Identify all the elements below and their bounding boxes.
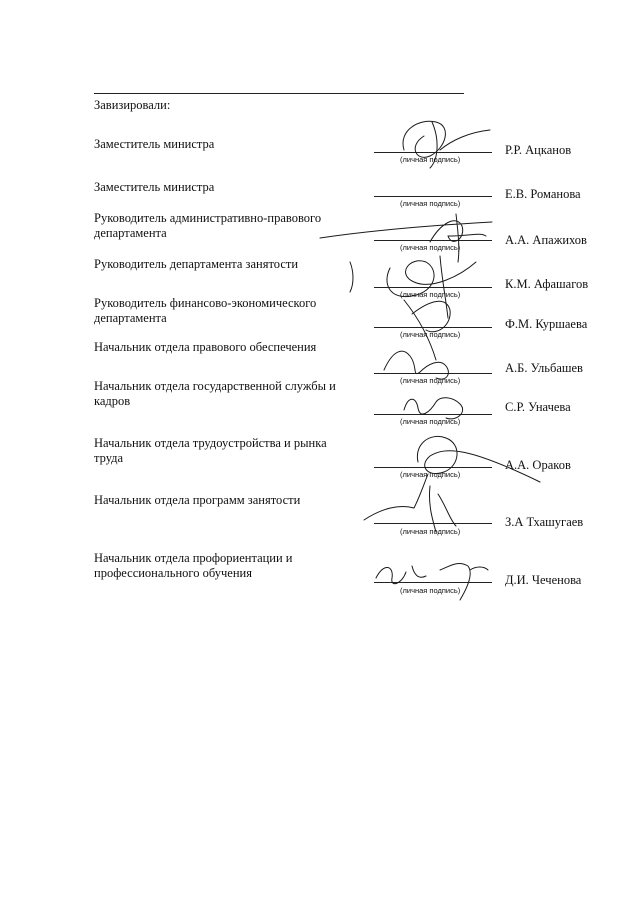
signature-caption: (личная подпись) [400, 243, 461, 252]
signer-name: Р.Р. Ацканов [505, 143, 572, 157]
position-title: Руководитель департамента занятости [94, 257, 299, 271]
signature-caption: (личная подпись) [400, 586, 461, 595]
signer-name: А.Б. Ульбашев [505, 361, 583, 375]
signer-name: З.А Тхашугаев [505, 515, 584, 529]
signature-caption: (личная подпись) [400, 155, 461, 164]
signature-caption: (личная подпись) [400, 470, 461, 479]
signer-name: А.А. Ораков [505, 458, 571, 472]
signer-name: С.Р. Уначева [505, 400, 571, 414]
position-title: Начальник отдела трудоустройства и рынка труда [94, 436, 327, 465]
signature-caption: (личная подпись) [400, 527, 461, 536]
signature-caption: (личная подпись) [400, 330, 461, 339]
position-title: Руководитель административно-правового департамента [94, 211, 322, 240]
signer-name: Ф.М. Куршаева [505, 317, 588, 331]
approval-entry [0, 493, 640, 543]
signer-name: А.А. Апажихов [505, 233, 587, 247]
signer-name: Д.И. Чеченова [505, 573, 582, 587]
signature-line [374, 373, 492, 374]
heading: Завизировали: [94, 98, 171, 112]
top-rule [94, 93, 464, 94]
position-title: Заместитель министра [94, 137, 215, 151]
signature-line [374, 582, 492, 583]
approval-entry [0, 296, 640, 346]
position-title: Руководитель финансово-экономического департамента [94, 296, 317, 325]
signature-caption: (личная подпись) [400, 199, 461, 208]
signature-line [374, 152, 492, 153]
signature-line [374, 467, 492, 468]
signature-line [374, 196, 492, 197]
position-title: Начальник отдела программ занятости [94, 493, 301, 507]
position-title: Заместитель министра [94, 180, 215, 194]
approval-entry [0, 436, 640, 486]
signer-name: К.М. Афашагов [505, 277, 589, 291]
position-title: Начальник отдела профориентации и профессионального обучения [94, 551, 293, 580]
approval-entry [0, 551, 640, 601]
signature-caption: (личная подпись) [400, 290, 461, 299]
signature-line [374, 327, 492, 328]
signature-line [374, 523, 492, 524]
signature-caption: (личная подпись) [400, 417, 461, 426]
position-title: Начальник отдела государственной службы и кадров [94, 379, 336, 408]
signature-line [374, 240, 492, 241]
signer-name: Е.В. Романова [505, 187, 581, 201]
signature-line [374, 287, 492, 288]
approval-entry [0, 211, 640, 261]
signature-line [374, 414, 492, 415]
approval-entry [0, 379, 640, 429]
position-title: Начальник отдела правового обеспечения [94, 340, 317, 354]
signature-caption: (личная подпись) [400, 376, 461, 385]
